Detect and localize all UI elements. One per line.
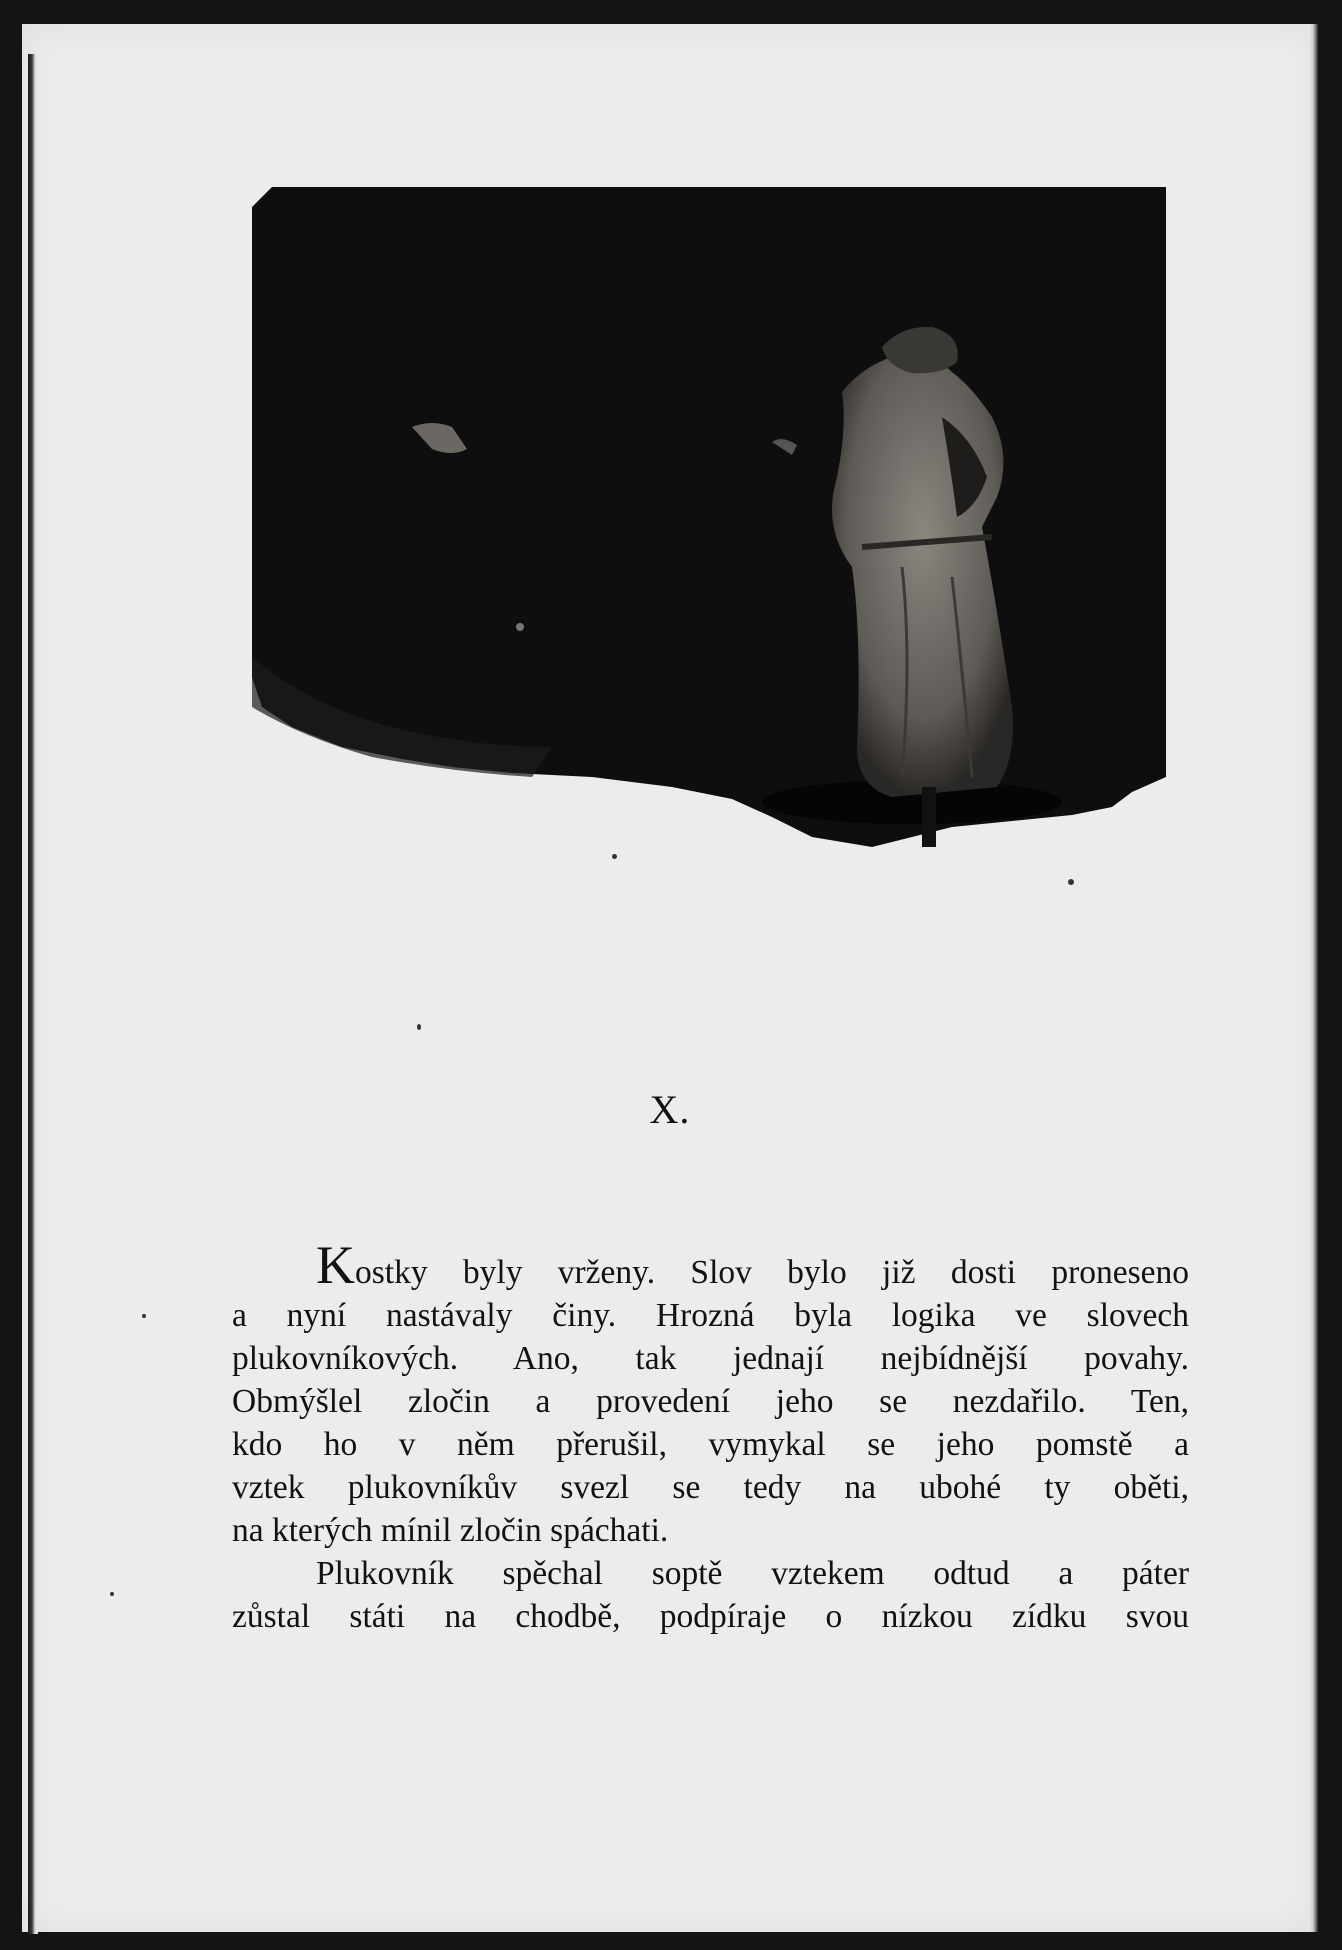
paragraph-1	[232, 1235, 1189, 1552]
text-line: vztek plukovníkův svezl se tedy na ubohé ty oběti,	[232, 1469, 1189, 1506]
drop-cap: K	[316, 1235, 355, 1295]
paragraph-2	[232, 1552, 1189, 1638]
body-text	[232, 1235, 1189, 1638]
text-line: na kterých mínil zločin spáchati.	[232, 1512, 669, 1549]
text-line: kdo ho v něm přerušil, vymykal se jeho pomstě a	[232, 1426, 1189, 1463]
text-line: plukovníkových. Ano, tak jednají nejbídnější povahy.	[232, 1340, 1189, 1377]
text-line: Plukovník spěchal soptě vztekem odtud a páter	[316, 1555, 1189, 1592]
text-line: Obmýšlel zločin a provedení jeho se nezdařilo. Ten,	[232, 1383, 1189, 1420]
paper-speck	[1068, 879, 1074, 885]
chapter-illustration	[252, 187, 1166, 892]
text-line: zůstal státi na chodbě, podpíraje o nízkou zídku svou	[232, 1598, 1189, 1635]
paper-speck	[142, 1314, 146, 1318]
paper-speck	[417, 1024, 421, 1030]
chapter-heading: X.	[649, 1087, 691, 1132]
page-binding-edge	[28, 54, 38, 1934]
page-right-edge	[1308, 24, 1318, 1932]
paper-speck	[612, 854, 617, 859]
book-page	[22, 24, 1318, 1932]
text-line: a nyní nastávaly činy. Hrozná byla logika ve slovech	[232, 1297, 1189, 1334]
paper-speck	[110, 1592, 114, 1596]
text-line: Kostky byly vrženy. Slov bylo již dosti proneseno	[316, 1235, 1189, 1295]
